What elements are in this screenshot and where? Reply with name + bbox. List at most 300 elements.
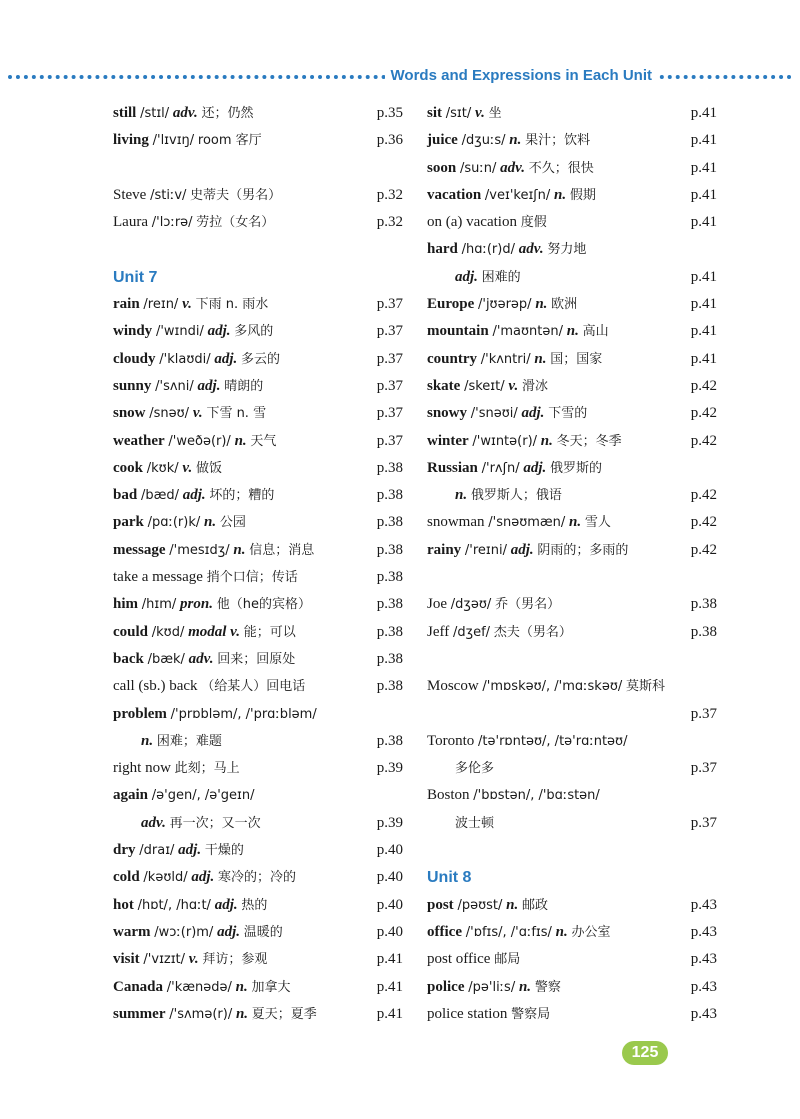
- entry-page-ref: p.41: [690, 350, 717, 367]
- entry-meaning: 还；仍然: [201, 106, 254, 121]
- entry-meaning: 邮政: [521, 897, 548, 913]
- vocab-entry: [113, 591, 403, 618]
- vocab-entry: [113, 509, 403, 536]
- entry-text: [113, 596, 311, 612]
- entry-word: cloudy: [113, 350, 156, 367]
- entry-text: [427, 897, 548, 913]
- vocab-entry: [113, 919, 403, 946]
- vocab-entry: [427, 155, 717, 182]
- vocab-entry: [113, 728, 403, 755]
- vocab-entry: [113, 946, 403, 973]
- entry-word: rain: [113, 296, 140, 313]
- entry-page-ref: p.40: [376, 869, 403, 886]
- vocab-entry: [113, 373, 403, 400]
- entry-page-ref: p.39: [376, 760, 403, 777]
- entry-text: [427, 787, 600, 803]
- entry-phonetic: /'wɪntə(r)/: [472, 433, 538, 449]
- entry-word: snowman: [427, 514, 485, 531]
- entry-meaning: 困难的: [481, 269, 521, 285]
- vocab-entry: [113, 864, 403, 891]
- entry-meaning: 邮局: [494, 952, 521, 968]
- entry-text: [113, 433, 276, 449]
- entry-phonetic: /'wɪndi/: [155, 324, 204, 340]
- vocab-entry: [427, 974, 717, 1001]
- entry-meaning: 回来；回原处: [217, 651, 296, 667]
- vocab-entry: [113, 755, 403, 782]
- entry-meaning: 夏天；夏季: [251, 1006, 317, 1022]
- entry-pos: n.: [535, 296, 548, 313]
- entry-phonetic: /'mɒskəʊ/, /'mɑːskəʊ/: [482, 679, 623, 695]
- entry-text: [427, 514, 611, 530]
- vocab-entry: [113, 318, 403, 345]
- entry-page-ref: p.37: [690, 814, 717, 831]
- page-header-title: Words and Expressions in Each Unit: [385, 66, 658, 86]
- entry-phonetic: /'jʊərəp/: [477, 297, 532, 313]
- entry-phonetic: /kəʊld/: [143, 870, 188, 886]
- vocab-entry: [113, 100, 403, 127]
- entry-meaning: 警察: [534, 979, 561, 995]
- vocab-entry: [427, 482, 717, 509]
- entry-text: [427, 678, 665, 694]
- entry-meaning: 史蒂夫（男名）: [190, 187, 282, 203]
- entry-meaning: 下雨 n. 雨水: [195, 297, 269, 313]
- entry-word: right now: [113, 760, 171, 777]
- entry-word: summer: [113, 1005, 166, 1022]
- entry-phonetic: /stɪl/: [140, 106, 170, 121]
- entry-meaning: 公园: [219, 515, 246, 531]
- entry-phonetic: /pəʊst/: [457, 897, 503, 913]
- entry-text: [113, 323, 273, 339]
- entry-page-ref: p.38: [376, 732, 403, 749]
- entry-phonetic: /'vɪzɪt/: [143, 952, 186, 968]
- entry-word: living: [113, 132, 149, 149]
- entry-text: [427, 1006, 550, 1022]
- entry-word: police: [427, 978, 465, 995]
- entry-meaning: 警察局: [511, 1006, 551, 1022]
- entry-phonetic: /draɪ/: [139, 843, 175, 859]
- vocab-entry: [113, 782, 403, 809]
- entry-text: [113, 760, 240, 776]
- entry-pos: n.: [555, 923, 568, 940]
- entry-meaning: 温暖的: [243, 924, 283, 940]
- entry-phonetic: /pɑː(r)k/: [147, 515, 201, 531]
- entry-phonetic: /pə'liːs/: [468, 979, 516, 995]
- entry-phonetic: /dʒef/: [452, 624, 491, 640]
- vocab-entry: [427, 591, 717, 618]
- vocab-entry: [427, 264, 717, 291]
- vocab-entry: [113, 455, 403, 482]
- entry-phonetic: /'kʌntri/: [480, 351, 531, 367]
- entry-page-ref: p.38: [376, 487, 403, 504]
- entry-word: cook: [113, 459, 143, 476]
- entry-page-ref: p.38: [376, 569, 403, 586]
- entry-page-ref: p.41: [690, 186, 717, 203]
- entry-word: snow: [113, 405, 146, 422]
- entry-word: on (a) vacation: [427, 214, 517, 231]
- entry-meaning: 坏的；糟的: [209, 488, 275, 504]
- vocab-entry: [427, 373, 717, 400]
- entry-word: winter: [427, 432, 469, 449]
- unit-heading: Unit 7: [113, 268, 158, 286]
- entry-pos: adv.: [500, 159, 525, 176]
- entry-text: [113, 678, 305, 694]
- entry-word: back: [113, 650, 144, 667]
- entry-text: [113, 378, 263, 394]
- spacer: [427, 564, 717, 591]
- entry-word: juice: [427, 132, 458, 149]
- entry-text: [113, 951, 267, 967]
- entry-phonetic: /'ɒfɪs/, /'ɑːfɪs/: [465, 924, 552, 940]
- entry-page-ref: p.32: [376, 214, 403, 231]
- vocab-entry: [113, 428, 403, 455]
- entry-pos: n.: [509, 132, 522, 149]
- entry-word: country: [427, 350, 477, 367]
- entry-pos: n.: [235, 978, 248, 995]
- entry-meaning: 冬天；冬季: [556, 433, 622, 449]
- entry-page-ref: p.41: [690, 296, 717, 313]
- entry-word: call (sb.) back: [113, 678, 198, 695]
- entry-word: message: [113, 541, 166, 558]
- entry-text: [427, 951, 520, 967]
- entry-text: [113, 296, 268, 312]
- entry-pos: n.: [234, 432, 247, 449]
- vocab-entry: [113, 673, 403, 700]
- entry-text: [113, 1006, 317, 1022]
- entry-pos: n.: [506, 896, 519, 913]
- entry-pos: v.: [182, 459, 193, 476]
- entry-pos: adj.: [217, 923, 240, 940]
- entry-page-ref: p.38: [376, 678, 403, 695]
- entry-meaning: 雪人: [584, 515, 611, 531]
- vocab-entry: [427, 755, 717, 782]
- entry-page-ref: p.36: [376, 132, 403, 149]
- vocab-entry: [113, 701, 403, 728]
- vocab-entry: [427, 509, 717, 536]
- entry-word: post: [427, 896, 454, 913]
- entry-meaning: 国；国家: [550, 351, 603, 367]
- entry-word: sit: [427, 105, 442, 121]
- entry-meaning: 下雪 n. 雪: [206, 406, 267, 422]
- entry-word: windy: [113, 323, 153, 340]
- entry-page-ref: p.38: [690, 596, 717, 613]
- entry-page-ref: p.40: [376, 842, 403, 859]
- vocab-entry: [427, 100, 717, 127]
- vocab-entry: [427, 400, 717, 427]
- vocab-entry: [113, 400, 403, 427]
- entry-text: [427, 323, 609, 339]
- entry-phonetic: /'prɒbləm/, /'prɑːbləm/: [170, 706, 317, 722]
- entry-meaning: 办公室: [571, 924, 611, 940]
- entry-page-ref: p.39: [376, 814, 403, 831]
- entry-meaning: 阴雨的；多雨的: [537, 542, 629, 558]
- entry-pos: n.: [534, 350, 547, 367]
- vocab-entry: [427, 127, 717, 154]
- entry-page-ref: p.41: [690, 214, 717, 231]
- vocab-entry: [113, 974, 403, 1001]
- entry-text: [427, 378, 548, 394]
- spacer: [113, 236, 403, 263]
- entry-phonetic: /suːn/: [459, 160, 497, 176]
- entry-page-ref: p.38: [376, 623, 403, 640]
- entry-text: [113, 105, 254, 121]
- entry-text: [427, 405, 587, 421]
- entry-word: police station: [427, 1005, 508, 1022]
- entry-text: [427, 269, 521, 285]
- entry-page-ref: p.38: [376, 514, 403, 531]
- entry-word: post office: [427, 951, 491, 968]
- entry-word: Joe: [427, 596, 447, 613]
- entry-page-ref: p.38: [376, 541, 403, 558]
- entry-page-ref: p.32: [376, 186, 403, 203]
- entry-meaning: 俄罗斯人；俄语: [470, 488, 562, 504]
- vocab-entry: [427, 919, 717, 946]
- entry-pos: adj.: [182, 487, 206, 504]
- entry-meaning: 此刻；马上: [174, 761, 240, 777]
- entry-meaning: 拜访；参观: [202, 952, 268, 968]
- entry-pos: n.: [554, 186, 567, 203]
- entry-page-ref: p.42: [690, 377, 717, 394]
- entry-meaning: 晴朗的: [224, 378, 264, 394]
- entry-text: [427, 542, 628, 558]
- vocab-entry: [113, 346, 403, 373]
- entry-text: [113, 132, 262, 148]
- entry-word: Jeff: [427, 623, 450, 640]
- entry-page-ref: p.42: [690, 487, 717, 504]
- left-column: [113, 100, 403, 1028]
- entry-phonetic: /bæd/: [140, 488, 179, 504]
- entry-phonetic: /kʊk/: [146, 460, 179, 476]
- header-bar: [0, 66, 800, 88]
- entry-meaning: 多云的: [241, 351, 281, 367]
- entry-text: [427, 433, 622, 449]
- entry-word: hot: [113, 896, 134, 913]
- entry-word: vacation: [427, 186, 482, 203]
- entry-text: [427, 979, 561, 995]
- vocab-entry: [113, 810, 403, 837]
- entry-phonetic: /'snəʊi/: [470, 406, 518, 422]
- entry-word: snowy: [427, 405, 468, 422]
- entry-page-ref: p.38: [376, 459, 403, 476]
- entry-phonetic: /'sʌni/: [155, 378, 194, 394]
- entry-text: [427, 132, 590, 148]
- vocab-entry: [113, 646, 403, 673]
- entry-page-ref: p.35: [376, 105, 403, 121]
- entry-meaning: 信息；消息: [249, 542, 315, 558]
- vocab-entry: [427, 318, 717, 345]
- vocab-entry: [427, 537, 717, 564]
- entry-meaning: 捎个口信；传话: [206, 570, 298, 586]
- entry-meaning: 假期: [569, 187, 596, 203]
- vocab-entry: [113, 564, 403, 591]
- entry-page-ref: p.40: [376, 896, 403, 913]
- entry-text: [427, 596, 560, 612]
- vocab-entry: [427, 428, 717, 455]
- entry-page-ref: p.42: [690, 514, 717, 531]
- entry-text: [113, 214, 274, 230]
- vocab-entry: [113, 291, 403, 318]
- entry-page-ref: p.42: [690, 541, 717, 558]
- entry-pos: n.: [518, 978, 532, 995]
- vocab-entry: [427, 782, 717, 809]
- entry-phonetic: /'mesɪdʒ/: [169, 542, 230, 558]
- vocab-entry: [427, 346, 717, 373]
- vocab-entry: [427, 946, 717, 973]
- entry-text: [427, 487, 562, 503]
- entry-meaning: 再一次；又一次: [169, 815, 261, 831]
- entry-meaning: 热的: [241, 897, 268, 913]
- spacer: [427, 646, 717, 673]
- entry-word: weather: [113, 432, 165, 449]
- entry-phonetic: /'snəʊmæn/: [488, 515, 566, 531]
- entry-phonetic: /sɪt/: [445, 106, 472, 121]
- entry-text: [427, 160, 594, 176]
- entry-text: [113, 869, 296, 885]
- entry-page-ref: p.41: [690, 268, 717, 285]
- entry-meaning: 度假: [520, 215, 547, 231]
- entry-page-ref: p.41: [376, 951, 403, 968]
- vocab-entry: [113, 1001, 403, 1028]
- entry-pos: adv.: [188, 650, 214, 667]
- entry-text: [427, 241, 586, 257]
- entry-phonetic: /skeɪt/: [464, 378, 505, 394]
- entry-text: [427, 760, 494, 776]
- vocab-entry: [427, 673, 717, 700]
- entry-page-ref: p.43: [690, 978, 717, 995]
- entry-pos: adj.: [178, 842, 202, 859]
- entry-text: [427, 815, 494, 831]
- entry-meaning: 不久；很快: [528, 160, 594, 176]
- entry-page-ref: p.40: [376, 923, 403, 940]
- entry-meaning: 高山: [582, 324, 609, 340]
- entry-pos: v.: [508, 377, 519, 394]
- entry-pos: pron.: [180, 596, 213, 613]
- entry-word: office: [427, 923, 462, 940]
- entry-phonetic: /'reɪni/: [464, 542, 507, 558]
- entry-phonetic: /kʊd/: [151, 624, 185, 640]
- entry-page-ref: p.41: [690, 132, 717, 149]
- entry-text: [427, 105, 502, 121]
- entry-page-ref: p.37: [690, 705, 717, 722]
- entry-page-ref: p.37: [376, 350, 403, 367]
- entry-meaning: 寒冷的；冷的: [218, 870, 297, 886]
- entry-word: Toronto: [427, 732, 475, 749]
- entry-pos: n.: [540, 432, 553, 449]
- entry-text: [113, 842, 244, 858]
- vocab-entry: [427, 291, 717, 318]
- entry-text: [427, 351, 602, 367]
- entry-meaning: 坐: [488, 106, 502, 121]
- entry-text: [113, 787, 255, 803]
- entry-text: [427, 187, 596, 203]
- entry-pos: v.: [192, 405, 203, 422]
- entry-meaning: 多伦多: [455, 761, 495, 777]
- entry-meaning: 滑冰: [521, 378, 548, 394]
- entry-phonetic: /'lɪvɪŋ/: [152, 133, 195, 149]
- entry-phonetic: /'kænədə/: [166, 979, 232, 995]
- vocab-entry: [113, 127, 403, 154]
- entry-text: [113, 979, 291, 995]
- entry-meaning: 多风的: [234, 324, 274, 340]
- entry-text: [113, 187, 281, 203]
- entry-word: Steve: [113, 186, 147, 203]
- entry-pos: adj.: [523, 459, 547, 476]
- entry-page-ref: p.41: [690, 105, 717, 121]
- entry-word: still: [113, 105, 137, 121]
- entry-meaning: 干燥的: [204, 843, 244, 859]
- entry-meaning: 下雪的: [548, 406, 588, 422]
- entry-word: hard: [427, 241, 458, 258]
- entry-text: [113, 460, 222, 476]
- entry-pos: adj.: [197, 377, 221, 394]
- entry-page-ref: p.41: [690, 159, 717, 176]
- entry-page-ref: p.43: [690, 896, 717, 913]
- entry-phonetic: /hɪm/: [141, 597, 177, 613]
- entry-meaning: 做饭: [195, 460, 222, 476]
- entry-pos: v.: [182, 296, 192, 313]
- entry-word: Boston: [427, 787, 470, 804]
- entry-meaning: 乔（男名）: [495, 597, 561, 613]
- entry-phonetic: /hɒt/, /hɑːt/: [137, 897, 211, 913]
- entry-phonetic: /'maʊntən/: [492, 324, 564, 340]
- entry-word: him: [113, 596, 139, 613]
- entry-page-ref: p.37: [376, 432, 403, 449]
- vocab-entry: [113, 537, 403, 564]
- entry-phonetic: /snəʊ/: [149, 406, 190, 422]
- entry-meaning: 能；可以: [243, 624, 296, 640]
- entry-pos: n.: [204, 514, 217, 531]
- entry-page-ref: p.41: [376, 978, 403, 995]
- entry-pos: modal v.: [188, 623, 241, 640]
- entry-pos: v.: [188, 951, 199, 968]
- entry-pos: n.: [569, 514, 582, 531]
- vocab-entry: [427, 455, 717, 482]
- entry-text: [113, 815, 261, 831]
- vocab-entry: [113, 209, 403, 236]
- entry-pos: adv.: [518, 241, 544, 258]
- entry-text: [113, 897, 267, 913]
- entry-phonetic: /'rʌʃn/: [481, 460, 520, 476]
- entry-word: park: [113, 514, 144, 531]
- vocab-entry: [113, 619, 403, 646]
- entry-meaning: 莫斯科: [625, 679, 665, 695]
- entry-word: rainy: [427, 541, 462, 558]
- entry-meaning: 果汁；饮料: [525, 133, 591, 149]
- entry-page-ref: p.37: [376, 323, 403, 340]
- vocab-entry: [427, 1001, 717, 1028]
- entry-meaning: 加拿大: [251, 979, 291, 995]
- entry-text: [113, 487, 274, 503]
- entry-pos: n.: [141, 732, 154, 749]
- entry-word: Canada: [113, 978, 164, 995]
- vocab-entry: [113, 182, 403, 209]
- entry-phonetic: /'bɒstən/, /'bɑːstən/: [473, 788, 600, 804]
- entry-phonetic: /reɪn/: [143, 297, 179, 313]
- entry-phonetic: /wɔː(r)m/: [154, 924, 214, 940]
- entry-word: again: [113, 787, 149, 804]
- entry-page-ref: p.42: [690, 432, 717, 449]
- entry-pos: v.: [474, 105, 485, 121]
- entry-pos: n.: [235, 1005, 249, 1022]
- entry-word: could: [113, 623, 149, 640]
- spacer: [427, 837, 717, 864]
- entry-pos: adv.: [141, 814, 166, 831]
- entry-word: mountain: [427, 323, 489, 340]
- entry-page-ref: p.38: [376, 596, 403, 613]
- spacer: [113, 155, 403, 182]
- entry-page-ref: p.43: [690, 923, 717, 940]
- entry-text: [427, 460, 602, 476]
- entry-text: [113, 542, 314, 558]
